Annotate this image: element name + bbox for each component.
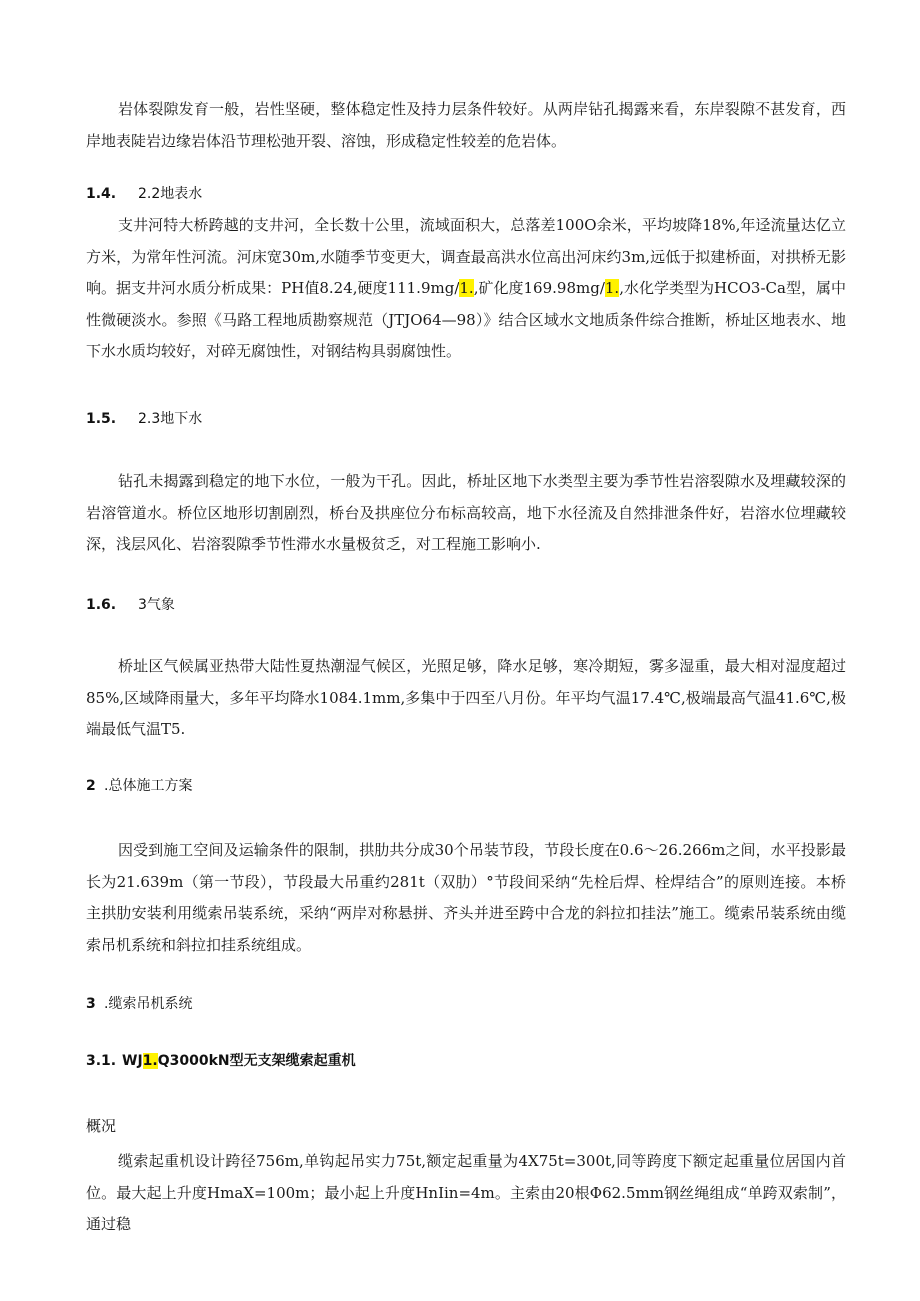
heading-number: 1.5.: [86, 411, 117, 427]
text-run: ,矿化度169.98mg/: [473, 279, 605, 297]
heading-number: 3: [86, 996, 96, 1012]
heading-1-4: [86, 183, 202, 203]
heading-2: [86, 775, 192, 795]
heading-3-1: [86, 1050, 356, 1070]
heading-number: 3.1.: [86, 1053, 117, 1069]
heading-1-6: [86, 594, 175, 614]
text-run: ,水化学类型为HCO3-Ca型，属中性微硬淡水。参照《马路工程地质勘察规范（JTJO64—98）》结合区域水文地质条件综合推断，桥址区地表水、地下水水质均较好，对碎无腐蚀性，对钢结构具弱腐蚀性。: [86, 279, 846, 360]
heading-text: WJ: [122, 1053, 143, 1069]
heading-text: .总体施工方案: [104, 778, 193, 794]
heading-text: 3气象: [138, 597, 175, 613]
paragraph-climate: 桥址区气候属亚热带大陆性夏热潮湿气候区，光照足够，降水足够，寒冷期短，雾多湿重，最大相对湿度超过85%,区域降雨量大，多年平均降水1084.1mm,多集中于四至八月份。年平均气温17.4℃,极端最高气温41.6℃,极端最低气温T5.: [86, 657, 846, 738]
heading-overview: 概况: [86, 1117, 117, 1135]
paragraph-surface-water: [86, 210, 846, 368]
paragraph-rock-fissures: 岩体裂隙发育一般，岩性坚硬，整体稳定性及持力层条件较好。从两岸钻孔揭露来看，东岸裂隙不甚发育，西岸地表陡岩边缘岩体沿节理松弛开裂、溶蚀，形成稳定性较差的危岩体。: [86, 100, 846, 150]
highlighted-text: 1.: [459, 279, 474, 297]
highlighted-text: 1.: [142, 1053, 158, 1069]
heading-text: 2.3地下水: [138, 411, 203, 427]
highlighted-text: 1.: [604, 279, 620, 297]
heading-1-5: [86, 408, 202, 428]
paragraph-construction-plan: 因受到施工空间及运输条件的限制，拱肋共分成30个吊装节段，节段长度在0.6〜26.266m之间，水平投影最长为21.639m（第一节段），节段最大吊重约281t（双肋）°节段间采纳“先栓后焊、栓焊结合”的原则连接。本桥主拱肋安装利用缆索吊装系统，采纳“两岸对称悬拼、齐头并进至跨中合龙的斜拉扣挂法”施工。缆索吊装系统由缆索吊机系统和斜拉扣挂系统组成。: [86, 841, 846, 954]
heading-number: 2: [86, 778, 96, 794]
heading-text: .缆索吊机系统: [104, 996, 193, 1012]
heading-number: 1.4.: [86, 186, 117, 202]
heading-number: 1.6.: [86, 597, 117, 613]
heading-3: [86, 993, 192, 1013]
heading-text: 2.2地表水: [138, 186, 203, 202]
paragraph-crane-overview: 缆索起重机设计跨径756m,单钩起吊实力75t,额定起重量为4X75t=300t,同等跨度下额定起重量位居国内首位。最大起上升度HmaX=100m；最小起上升度HnIin=4m。主索由20根Φ62.5mm钢丝绳组成“单跨双索制”，通过稳: [86, 1152, 846, 1233]
text-run: 支井河特大桥跨越的支井河，全长数十公里，流域面积大，总落差100O余米，平均坡降18%,年迳流量达亿立方米，为常年性河流。河床宽30m,水随季节变更大，调查最高洪水位高出河床约3m,远低于拟建桥面，对拱桥无影响。据支井河水质分析成果：PH值8.24,硬度111.9mg/: [86, 216, 846, 297]
heading-text: Q3000kN型无支架缆索起重机: [157, 1053, 356, 1069]
paragraph-groundwater: 钻孔未揭露到稳定的地下水位，一般为干孔。因此，桥址区地下水类型主要为季节性岩溶裂隙水及埋藏较深的岩溶管道水。桥位区地形切割剧烈，桥台及拱座位分布标高较高，地下水径流及自然排泄条件好，岩溶水位埋藏较深，浅层风化、岩溶裂隙季节性滞水水量极贫乏，对工程施工影响小.: [86, 472, 846, 553]
